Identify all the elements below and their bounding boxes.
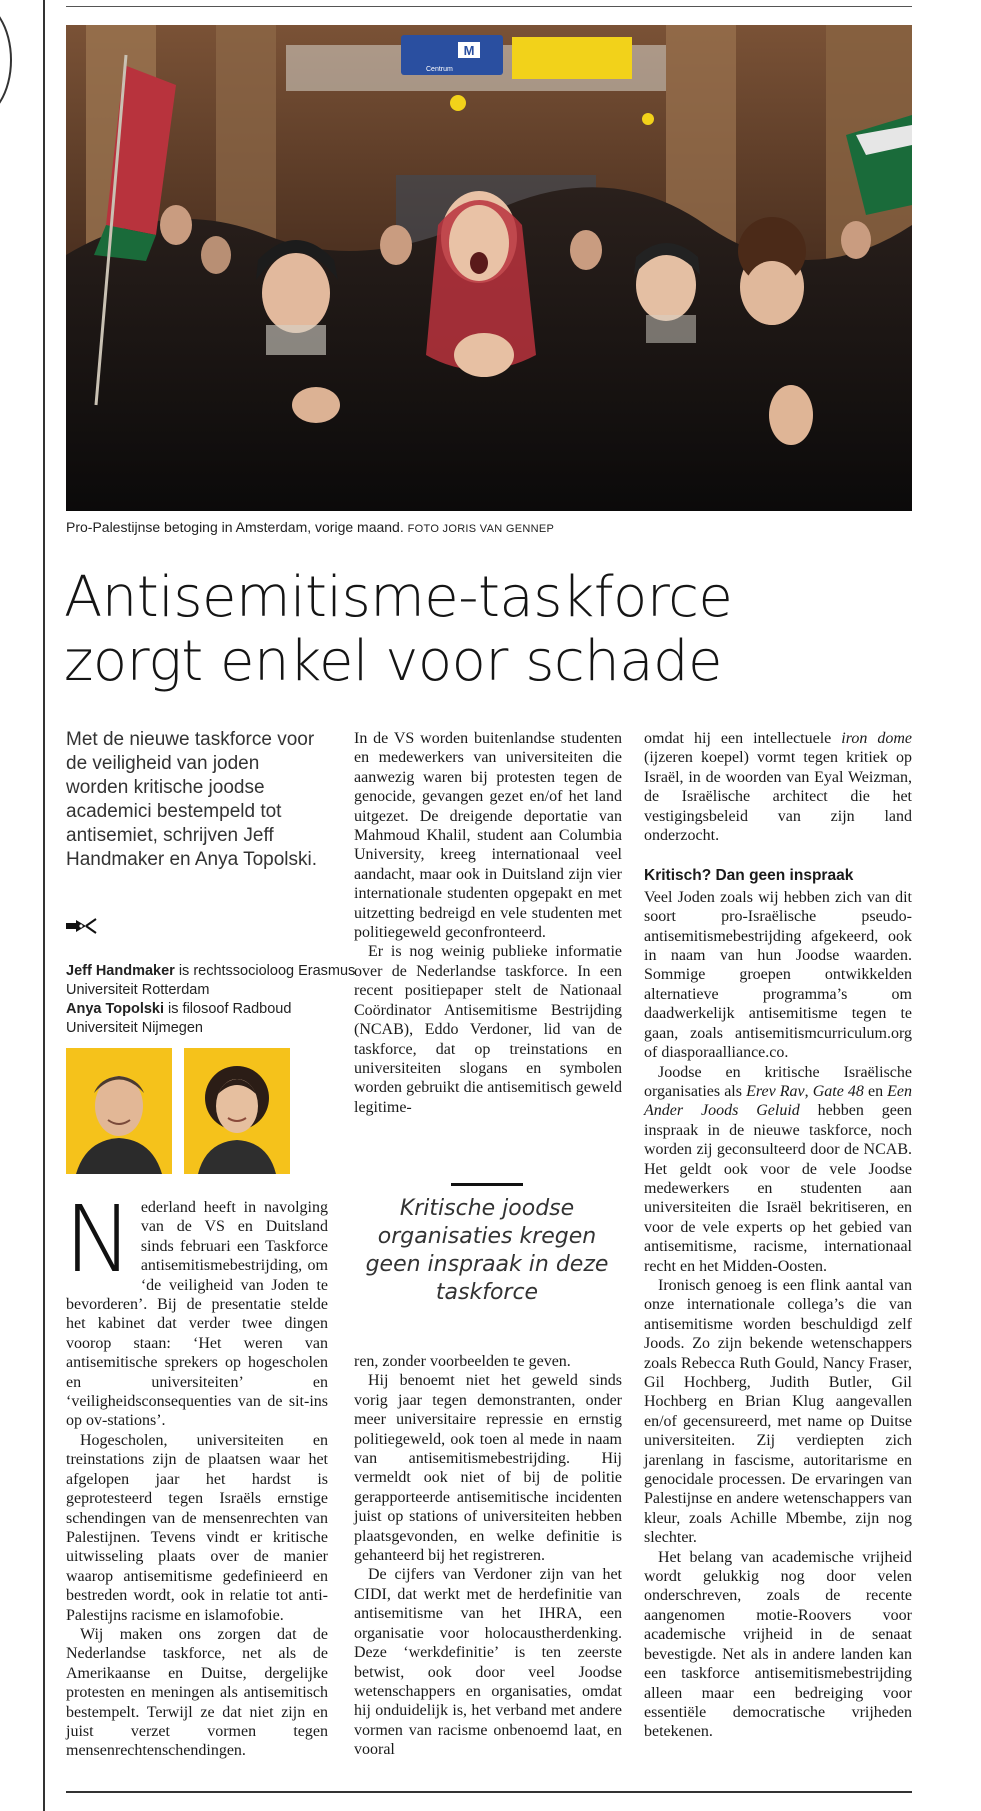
sign-text: Centrum	[426, 66, 453, 73]
author-name-1: Jeff Handmaker	[66, 963, 175, 979]
paragraph: De cijfers van Verdoner zijn van het CIDI, dat werkt met de herdefinitie van antisemitisme van het IHRA, een organisatie voor holocaustherdenking. Deze ‘werkdefinitie’ is ten zeerste betwist, ook door veel Joodse wetenschappers en organisaties, omdat hij onduidelijk is, het verband met andere vormen van racisme onbenoemd laat, en vooral	[354, 1566, 622, 1759]
author-bio	[66, 962, 356, 1038]
paragraph: Er is nog weinig publieke informatie over de Nederlandse taskforce. In een recent positiepaper stelt de Nationaal Coördinator Antisemitisme Bestrijding (NCAB), Eddo Verdoner, lid van de taskforce, dat op treinstations en universiteiten slogans en symbolen worden gebruikt die antisemitisch geweld legitime-	[354, 943, 622, 1116]
paragraph	[644, 729, 912, 845]
paragraph-text: ederland heeft in navolging van de VS en Duitsland sinds februari een Taskforce antisemitismebestrijding, om ‘de veiligheid van Joden te bevorderen’. Bij de presentatie stelde het kabinet dat verder twee dingen voorop staan: ‘Het weren van antisemitische sprekers op hogescholen en universiteiten’ en ‘veiligheidsconsequenties van de sit-ins op ov-stations’.	[66, 1199, 328, 1430]
article-column-2-top	[354, 729, 622, 1117]
page-edge-line	[43, 0, 45, 1811]
article-lede: Met de nieuwe taskforce voor de veiligheid van joden worden kritische joodse academici bestempeld tot antisemiet, schrijven Jeff Handmaker en Anya Topolski.	[66, 729, 318, 870]
protest-photo-illustration	[66, 25, 912, 511]
pen-nib-icon	[66, 917, 98, 935]
photo-credit: FOTO JORIS VAN GENNEP	[407, 523, 555, 535]
article-column-1	[64, 1186, 328, 1761]
text: ,	[804, 1082, 813, 1100]
text: en	[863, 1082, 888, 1100]
headline-line-1: Antisemitisme-taskforce	[64, 565, 733, 630]
paragraph: ren, zonder voorbeelden te geven.	[354, 1353, 571, 1370]
caption-text: Pro-Palestijnse betoging in Amsterdam, vorige maand.	[66, 519, 404, 535]
paragraph: Wij maken ons zorgen dat de Nederlandse taskforce, net als de Amerikaanse en Duitse, dergelijke protesten en meningen als antisemitisch bestempelt. Terwijl ze dat niet zijn en juist verzet vormen tegen mensenrechtenschendingen.	[66, 1625, 328, 1760]
text-italic: Erev Rav	[746, 1082, 805, 1100]
text: hebben geen inspraak in de nieuwe taskforce, noch worden zij geconsulteerd door de NCAB. Het geldt ook voor de vele Joodse medewerkers en studenten aan universiteiten die Israël bekritiseren, en voor de vele experts op het gebied van antisemitisme, racisme, internationaal recht en het Midden-Oosten.	[644, 1102, 912, 1275]
author-desc-2: is filosoof Radboud Universiteit Nijmegen	[66, 1001, 292, 1036]
subheading: Kritisch? Dan geen inspraak	[644, 867, 854, 885]
paragraph	[644, 1063, 912, 1276]
paragraph: Het belang van academische vrijheid wordt gelukkig nog door velen onderschreven, zoals de recente aangenomen motie-Roovers voor academische vrijheid in de senaat bevestigde. Net als in andere landen kan een taskforce antisemitismebestrijding alleen maar een bedreiging voor essentiële democratische vrijheden betekenen.	[644, 1548, 912, 1741]
author-portrait-2	[184, 1048, 290, 1174]
paragraph: Hij benoemt niet het geweld sinds vorig jaar tegen demonstranten, onder meer universitaire repressie en ernstig politiegeweld, ook toen al mede in naam van antisemitismebestrijding. Hij vermeldt ook niet of bij de politie gerapporteerde antisemitische incidenten juist op stations of universiteiten hebben plaatsgevonden, en welke definitie is gehanteerd bij het registreren.	[354, 1372, 622, 1565]
text-italic: Een Ander Joods Geluid	[644, 1082, 913, 1120]
photo-caption	[66, 519, 554, 535]
article-headline	[64, 566, 924, 694]
paragraph: Ironisch genoeg is een flink aantal van onze internationale collega’s die van antisemitisme worden beschuldigd zelf Joods. Zo zijn bekende wetenschappers zoals Rebecca Ruth Gould, Nancy Fraser, Gil Hochberg, Judith Butler, Gil Hochberg en Brian Klug aangevallen en/of gecensureerd, met name op Duitse universiteiten. Zij verdiepten zich jarenlang in fascisme, autoritarisme en genocidale processen. De ervaringen van Palestijnse en andere wetenschappers van kleur, zoals Achille Mbembe, zijn nog slechter.	[644, 1276, 912, 1547]
text: Joodse en kritische Israëlische organisaties als	[644, 1063, 912, 1100]
text: (ijzeren koepel) vormt tegen kritiek op Israël, in de woorden van Eyal Weizman, de Israëlische architect die het vestigingsbeleid van zijn land onderzocht.	[644, 749, 912, 845]
article-column-3	[644, 729, 912, 1742]
text-italic: Gate 48	[812, 1082, 864, 1100]
paragraph: Veel Joden zoals wij hebben zich van dit soort pro-Israëlische pseudo-antisemitismebestrijding afgekeerd, ook in naam van hun Joodse waarden. Sommige groepen ontwikkelden alternatieve programma’s om daadwerkelijk antisemitisme tegen te gaan, zoals antisemitismcurriculum.org of diasporaalliance.co.	[644, 888, 912, 1062]
paragraph: Hogescholen, universiteiten en treinstations zijn de plaatsen waar het afgelopen jaar het hardst is geprotesteerd tegen Israëls ernstige schendingen van de mensenrechten van Palestijnen. Tevens vindt er kritische uitwisseling plaats over de manier waarop antisemitisme gedefinieerd en bestreden wordt, ook in relatie tot anti-Palestijns racisme en islamofobie.	[66, 1431, 328, 1624]
author-name-2: Anya Topolski	[66, 1001, 165, 1017]
pullquote-rule	[451, 1183, 523, 1186]
article-column-2-bottom	[354, 1352, 622, 1760]
headline-line-2: zorgt enkel voor schade	[64, 629, 723, 694]
page-edge-arc	[0, 0, 12, 120]
author-portrait-1	[66, 1048, 172, 1174]
top-rule	[66, 6, 912, 7]
text-italic: iron dome	[841, 730, 912, 747]
bottom-rule	[66, 1791, 912, 1793]
station-sign-yellow	[512, 37, 632, 79]
pullquote: Kritische joodse organisaties kregen geen inspraak in deze taskforce	[365, 1196, 609, 1305]
paragraph	[64, 1186, 328, 1431]
dropcap: N	[64, 1186, 133, 1293]
article-photo	[66, 25, 912, 511]
text: omdat hij een intellectuele	[644, 730, 842, 747]
paragraph: In de VS worden buitenlandse studenten en medewerkers van universiteiten die aanwezig waren bij protesten tegen de genocide, gevangen gezet en/of het land uitgezet. De dreigende deportatie van Mahmoud Khalil, student aan Columbia University, kreeg internationaal veel aandacht, maar ook in Duitsland zijn vier internationale studenten opgepakt en met uitzetting bedreigd en vele studenten met politiegeweld geconfronteerd.	[354, 730, 622, 942]
author-desc-1: is rechtssocioloog Erasmus Universiteit Rotterdam	[66, 963, 356, 998]
sign-letter: M	[463, 43, 475, 58]
